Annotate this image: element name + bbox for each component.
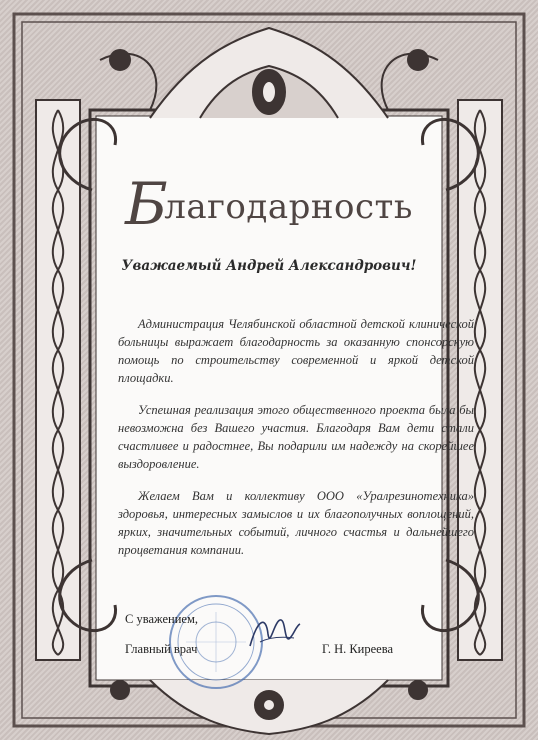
paragraph-1: Администрация Челябинской областной детской клинической больницы выражает благодарность за оказанную спонсорскую помощь по строительству современной и яркой детской площадки. [118,317,474,385]
top-crest-ornament [100,28,438,118]
greeting: Уважаемый Андрей Александрович! [121,258,417,274]
title-initial-letter: Б [125,170,169,238]
paragraph-2: Успешная реализация этого общественного проекта была бы невозможна без Вашего участия. Благодаря Вам дети стали счастливее и радостнее, Вы подарили им надежду на скорейшее выздоровление. [118,403,474,471]
handwritten-signature [244,608,304,658]
closing-text: С уважением, [125,612,198,626]
signer-name: Г. Н. Киреева [322,642,394,656]
letter-body [118,315,474,573]
signer-position: Главный врач [125,642,198,656]
paragraph-3: Желаем Вам и коллективу ООО «Уралрезинотехника» здоровья, интересных замыслов и их благополучных воплощений, ярких, значительных событий, личного счастья и дальнейшего процветания компании. [118,489,474,557]
page-title [0,170,538,238]
title-rest: лагодарность [164,187,413,227]
